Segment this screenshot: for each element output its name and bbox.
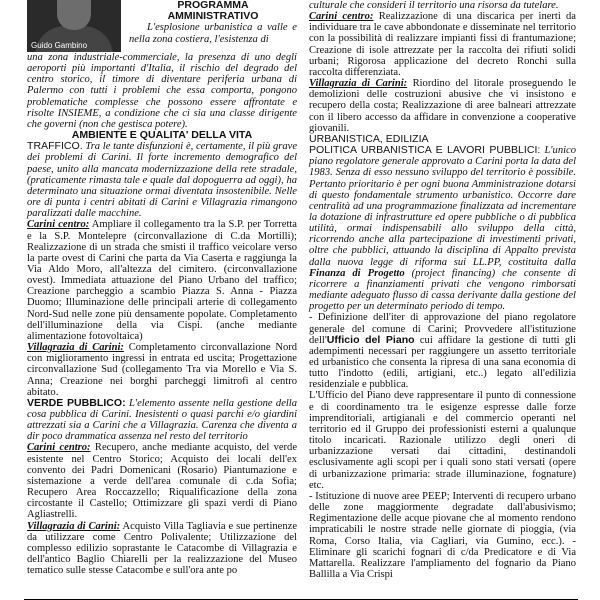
ufficio-piano-paragraph: L'Ufficio del Piano deve rappresentare il punto di connessione e di coordinamento tra le esigenze espresse dalle forze imprenditoriali, artigianali e del commercio operanti nel territorio ed il Gruppo dei professionisti esterni a qualunque titolo incaricati. Razionale utilizzo degli oneri di urbanizzazione versati dai cittadini, destinandoli esclusivamente agli scopi per i quali sono stati versati (opere di urbanizzazione primaria: strade illuminazione, fognature) etc. — [309, 390, 576, 491]
carini-centro-paragraph — [27, 219, 297, 342]
program-header — [129, 0, 297, 45]
politica-paragraph — [309, 145, 576, 312]
villagrazia-paragraph — [27, 342, 297, 398]
politica-text: L'unico piano regolatore generale approvato a Carini porta la data del 1983. Senza di esso nessuno sviluppo del territorio è possibile. Pertanto prioritario è per ogni buona Amministrazione dotarsi di questo fondamentale strumento urbanistico. Occorre dare centralità ad una programmazione finalizzata ad incrementare la dotazione di infrastrutture ed opere pubbliche o di pubblica utilità, ormai indispensabili allo sviluppo della città, ricorrendo anche alla partecipazione di investimenti privati, oltre che pubblici, attuando la disciplina di Appalto prevista dalla nuova legge di riforma sui LL.PP, costituita dalla — [309, 145, 576, 268]
definizione-text: - Definizione dell'iter di approvazione del piano regolatore generale del comune di Carini; Provvedere all'istituzione dell' — [309, 312, 576, 346]
intro-paragraph: una zona industriale-commerciale, la presenza di uno degli aeroporti più importanti d'Italia, il rischio del degrado del centro storico, il timore di diventare periferia urbana di Palermo con tutti i problemi che essa comporta, pongono problematiche complesse che possono essere affrontate e risolte INSIEME, a condizione che ci sia una classe dirigente che governi (non che gestisca potere). — [27, 52, 297, 130]
rifiuti-carini-label: Carini centro: — [309, 11, 374, 23]
right-top-line: culturale che consideri il territorio una risorsa da tutelare. — [309, 0, 559, 11]
verde-paragraph — [27, 398, 297, 443]
villagrazia-2-text: Acquisto Villa Tagliavia e sue pertinenze da utilizzare come Centro Polivalente; Utilizzazione del complesso edilizio soprastante le Catacombe di Villagrazia e dell'antico Baglio Chiarelli per la realizzazione del Museo tematico sulle stesse Catacombe e sull'ora ante po — [27, 520, 297, 577]
rifiuti-carini-paragraph — [309, 11, 576, 78]
right-column — [309, 0, 576, 580]
carini-centro-text: Ampliare il collegamento tra la S.P. per Torretta e la S.P. Montelepre (circonvallazione di C.da Mortilli); Realizzazione di un strada che smisti il traffico veicolare verso la parte ovest di Carini che parta da Via Caserta e raggiunga la Via Aldo Moro, all'altezza del cimitero. (circonvallazione ovest). Immediata attuazione del Piano Urbano del traffico; Creazione parcheggio a scambio Piazza S. Anna - Piazza Duomo; Illuminazione delle principali arterie di collegamento Nord-Sud nelle zone più densamente popolate. Completamento dell'illuminazione della via Cispi. (anche mediante alimentazione fotovoltaica) — [27, 219, 297, 342]
litorale-villagrazia-paragraph — [309, 78, 576, 134]
villagrazia-2-paragraph — [27, 521, 297, 577]
finanza-label: Finanza di Progetto — [309, 267, 405, 279]
finanza-text: (project financing) che consente di ricorrere a finanziamenti privati che vengono rimborsati mediante adeguato flusso di cassa derivante dalla gestione del progetto per un determinato periodo di tempo. — [309, 267, 577, 313]
header-row — [27, 0, 297, 52]
verde-label: VERDE PUBBLICO: — [27, 396, 126, 409]
definizione-paragraph — [309, 312, 576, 390]
candidate-photo — [27, 0, 121, 52]
program-title-line-1: PROGRAMMA — [177, 0, 249, 11]
heading-ambiente: AMBIENTE E QUALITA' DELLA VITA — [71, 129, 253, 142]
left-column — [27, 0, 297, 576]
traffico-label: TRAFFICO. — [27, 140, 83, 153]
villagrazia-2-label: Villagrazia di Carini: — [27, 520, 121, 532]
litorale-villagrazia-label: Villagrazia di Carini: — [309, 78, 408, 90]
heading-urbanistica: URBANISTICA, EDILIZIA — [309, 132, 429, 145]
intro-top: L'esplosione urbanistica a valle e nella zona costiera, l'esistenza di — [129, 22, 297, 45]
photo-caption: Guido Gambino — [31, 40, 88, 50]
carini-centro-2-label: Carini centro: — [27, 442, 91, 454]
litorale-villagrazia-text: Riordino del litorale proseguendo le demolizioni delle costruzioni abusive che vi insistono e recupero della costa; Realizzazione di aree balneari attrezzate con il libero accesso da affidare in convenzione a cooperative giovanili. — [309, 78, 577, 134]
villagrazia-text: Completamento circonvallazione Nord con miglioramento ingressi in entrata ed uscita; Progettazione circonvallazione Sud (collegamento Tra via Morello e Via S. Anna; Creazione nei borghi parcheggi limitrofi al centro abitato. — [27, 342, 298, 398]
definizione-text-2: cui affidare la gestione di tutti gli adempimenti necessari per raggiungere un assetto territoriale ed urbanistico che consenta la ripresa di una sana economia di tutto l'indotto (edili, artigiani, etc..) legato all'edilizia residenziale e pubblica. — [309, 334, 576, 391]
traffico-text: Tra le tante disfunzioni è, certamente, il più grave dei problemi di Carini. Il forte incremento demografico del paese, unito alla mancata modernizzazione della rete stradale, (praticamente rimasta tale e quale dal dopoguerra ad oggi), ha determinato una situazione ormai diventata insostenibile. Nelle ore di punta i centri abitati di Carini e Villagrazia rimangono paralizzati dalle macchine. — [27, 141, 297, 220]
rifiuti-carini-text: Realizzazione di una discarica per inerti da individuare tra le cave abbondonate e disseminate nel territorio con la possibilità di realizzare impianti fissi di frantumazione; Creazione di isole attrezzate per la raccolta dei rifiuti solidi urbani; Rigorosa applicazione del decreto Ronchi sulla raccolta differenziata. — [309, 11, 576, 78]
ufficio-del-piano-label: Ufficio del Piano — [326, 333, 415, 346]
carini-centro-2-paragraph — [27, 442, 297, 520]
verde-text: L'elemento assente nella gestione della cosa pubblica di Carini. Inesistenti o quasi parchi e/o giardini attrezzati sia a Carini che a Villagrazia. Carenza che diventa a dir poco drammatica assenza nel resto del territorio — [27, 397, 298, 443]
carini-centro-label: Carini centro: — [27, 219, 90, 231]
carini-centro-2-text: Recupero, anche mediante acquisto, del verde esistente nel Centro Storico; Acquisto dei locali dell'ex convento dei Padri Domenicani (Rosario) Piantumazione e sistemazione a verde dell'area comunale di c.da Sofia; Recupero Area Roccazzello; Riqualificazione della zona circostante il Castello; Ottimizzare gli spazi verdi di Piano Agliastrelli. — [27, 442, 298, 521]
traffico-paragraph — [27, 141, 297, 219]
heading-politica: POLITICA URBANISTICA E LAVORI PUBBLICI: — [309, 144, 541, 157]
program-title-line-2: AMMINISTRATIVO — [167, 10, 259, 23]
istituzione-paragraph: - Istituzione di nuove aree PEEP; Interventi di recupero urbano delle zone maggiormente degradate dall'abusivismo; Regimentazione delle acque piovane che al momento rendono impraticabili le nostre strade nelle giornate di pioggia, (via Roma, Corso Italia, via Cagliari, via Gumino, ecc.). - Eliminare gli scarichi fognari di c/da Predicatore e di Via Mattarella. Realizzare l'ampliamento del fognario da Piano Ballilla a Via Crispi — [309, 490, 576, 580]
villagrazia-label: Villagrazia di Carini: — [27, 342, 124, 354]
photo-head — [57, 0, 91, 30]
